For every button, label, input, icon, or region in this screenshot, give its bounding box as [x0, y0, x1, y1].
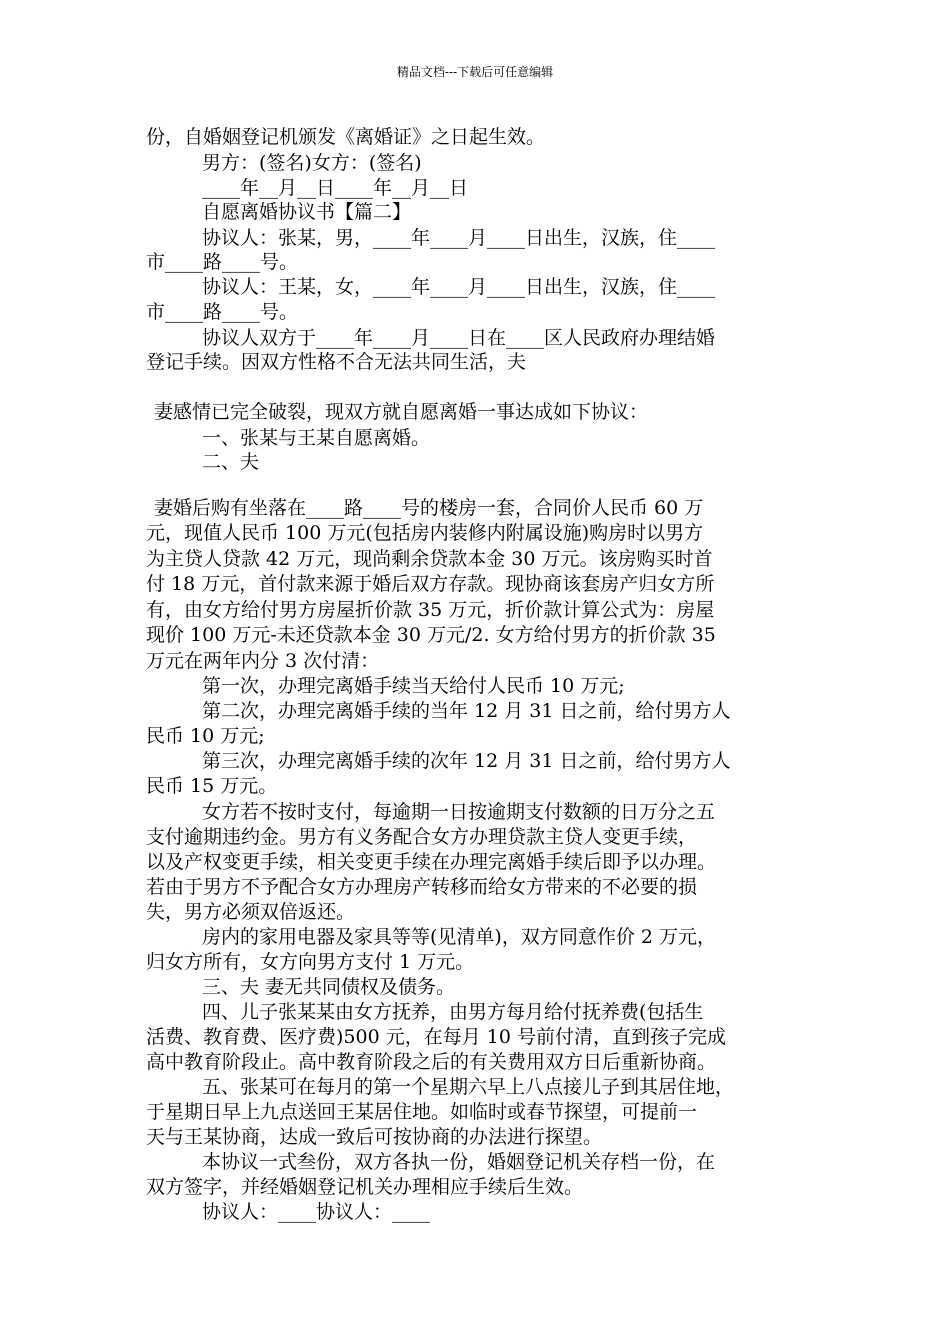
text-line: 妻婚后购有坐落在____路____号的楼房一套，合同价人民币 60 万 — [154, 497, 704, 519]
text-line: 自愿离婚协议书【篇二】 — [202, 201, 412, 223]
text-line: 二、夫 — [202, 451, 260, 473]
text-line: 支付逾期违约金。男方有义务配合女方办理贷款主贷人变更手续， — [146, 826, 698, 848]
text-line: 协议人双方于____年____月____日在____区人民政府办理结婚 — [202, 327, 716, 349]
text-line: ____年__月__日____年__月__日 — [202, 177, 469, 199]
text-line: 付 18 万元，首付款来源于婚后双方存款。现协商该套房产归女方所 — [146, 573, 715, 595]
text-line: 失，男方必须双倍返还。 — [146, 901, 356, 923]
text-line: 双方签字，并经婚姻登记机关办理相应手续后生效。 — [146, 1176, 584, 1198]
text-line: 活费、教育费、医疗费)500 元，在每月 10 号前付清，直到孩子完成 — [146, 1026, 726, 1048]
text-line: 房内的家用电器及家具等等(见清单)，双方同意作价 2 万元， — [202, 926, 716, 948]
text-line: 登记手续。因双方性格不合无法共同生活，夫 — [146, 351, 527, 373]
text-line: 三、夫 妻无共同债权及债务。 — [202, 976, 456, 998]
text-line: 第二次，办理完离婚手续的当年 12 月 31 日之前，给付男方人 — [202, 700, 731, 722]
text-line: 五、张某可在每月的第一个星期六早上八点接儿子到其居住地， — [202, 1076, 735, 1098]
text-line: 现价 100 万元-未还贷款本金 30 万元/2. 女方给付男方的折价款 35 — [146, 624, 716, 646]
text-line: 民币 10 万元; — [146, 725, 265, 747]
text-line: 协议人：____协议人：____ — [202, 1201, 431, 1223]
text-line: 四、儿子张某某由女方抚养，由男方每月给付抚养费(包括生 — [202, 1001, 704, 1023]
text-line: 第三次，办理完离婚手续的次年 12 月 31 日之前，给付男方人 — [202, 750, 731, 772]
text-line: 男方：(签名)女方：(签名) — [202, 152, 422, 174]
text-line: 市____路____号。 — [146, 301, 299, 323]
text-line: 一、张某与王某自愿离婚。 — [202, 427, 431, 449]
text-line: 民币 15 万元。 — [146, 775, 278, 797]
text-line: 协议人：张某，男，____年____月____日出生，汉族，住____ — [202, 227, 716, 249]
text-line: 协议人：王某，女，____年____月____日出生，汉族，住____ — [202, 276, 716, 298]
text-line: 第一次，办理完离婚手续当天给付人民币 10 万元; — [202, 675, 625, 697]
text-line: 本协议一式叁份，双方各执一份，婚姻登记机关存档一份，在 — [202, 1151, 716, 1173]
text-line: 以及产权变更手续，相关变更手续在办理完离婚手续后即予以办理。 — [146, 851, 717, 873]
text-line: 归女方所有，女方向男方支付 1 万元。 — [146, 951, 475, 973]
page-header: 精品文档---下载后可任意编辑 — [396, 65, 554, 79]
text-line: 有，由女方给付男方房屋折价款 35 万元，折价款计算公式为：房屋 — [146, 599, 715, 621]
text-line: 为主贷人贷款 42 万元，现尚剩余贷款本金 30 万元。该房购买时首 — [146, 548, 713, 570]
text-line: 于星期日早上九点送回王某居住地。如临时或春节探望，可提前一 — [146, 1101, 698, 1123]
text-line: 高中教育阶段止。高中教育阶段之后的有关费用双方日后重新协商。 — [146, 1051, 717, 1073]
text-line: 份，自婚姻登记机颁发《离婚证》之日起生效。 — [146, 126, 546, 148]
text-line: 若由于男方不予配合女方办理房产转移而给女方带来的不必要的损 — [146, 876, 698, 898]
text-line: 妻感情已完全破裂，现双方就自愿离婚一事达成如下协议： — [154, 401, 649, 423]
text-line: 元，现值人民币 100 万元(包括房内装修内附属设施)购房时以男方 — [146, 522, 704, 544]
text-line: 万元在两年内分 3 次付清： — [146, 650, 380, 672]
text-line: 女方若不按时支付，每逾期一日按逾期支付数额的日万分之五 — [202, 801, 716, 823]
text-line: 天与王某协商，达成一致后可按协商的办法进行探望。 — [146, 1126, 603, 1148]
text-line: 市____路____号。 — [146, 251, 299, 273]
